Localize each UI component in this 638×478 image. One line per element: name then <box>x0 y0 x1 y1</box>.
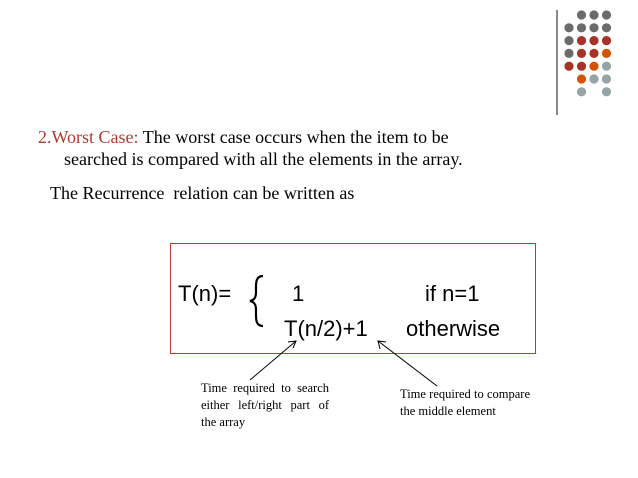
decorative-dot <box>589 10 598 19</box>
decorative-vertical-line <box>556 10 558 115</box>
decorative-dot <box>602 10 611 19</box>
recurrence-intro: The Recurrence relation can be written as <box>50 183 355 203</box>
decorative-dot <box>589 36 598 45</box>
decorative-dot <box>589 62 598 71</box>
decorative-dot <box>577 10 586 19</box>
formula-lhs: T(n)= <box>178 281 232 306</box>
decorative-dot <box>589 23 598 32</box>
case2-value: T(n/2)+1 <box>284 316 368 341</box>
decorative-dot <box>564 49 573 58</box>
decorative-dot <box>577 62 586 71</box>
decorative-dot <box>602 62 611 71</box>
worst-case-label: 2.Worst Case: <box>38 127 139 147</box>
decorative-dot <box>564 36 573 45</box>
curly-brace-icon <box>248 274 266 328</box>
decorative-dot <box>602 74 611 83</box>
case1-condition: if n=1 <box>425 281 480 306</box>
note-left: Time required to search either left/right part of the array <box>201 381 329 429</box>
decorative-dot <box>577 36 586 45</box>
decorative-dot <box>577 49 586 58</box>
decorative-dot-grid <box>563 9 638 109</box>
decorative-dot <box>564 62 573 71</box>
decorative-dot <box>589 74 598 83</box>
worst-case-paragraph <box>38 126 558 170</box>
decorative-dot <box>602 23 611 32</box>
decorative-dot <box>577 74 586 83</box>
decorative-dot <box>589 49 598 58</box>
worst-case-text: The worst case occurs when the item to be <box>138 127 449 147</box>
decorative-dot <box>602 49 611 58</box>
case1-value: 1 <box>292 281 305 306</box>
decorative-dot <box>602 87 611 96</box>
decorative-dot <box>577 23 586 32</box>
note-right: Time required to compare the middle element <box>400 387 530 418</box>
decorative-dot <box>602 36 611 45</box>
decorative-dot <box>577 87 586 96</box>
worst-case-line-1 <box>38 126 558 148</box>
case2-condition: otherwise <box>406 316 501 341</box>
decorative-dot <box>564 23 573 32</box>
worst-case-line-2: searched is compared with all the elements in the array. <box>64 149 463 169</box>
